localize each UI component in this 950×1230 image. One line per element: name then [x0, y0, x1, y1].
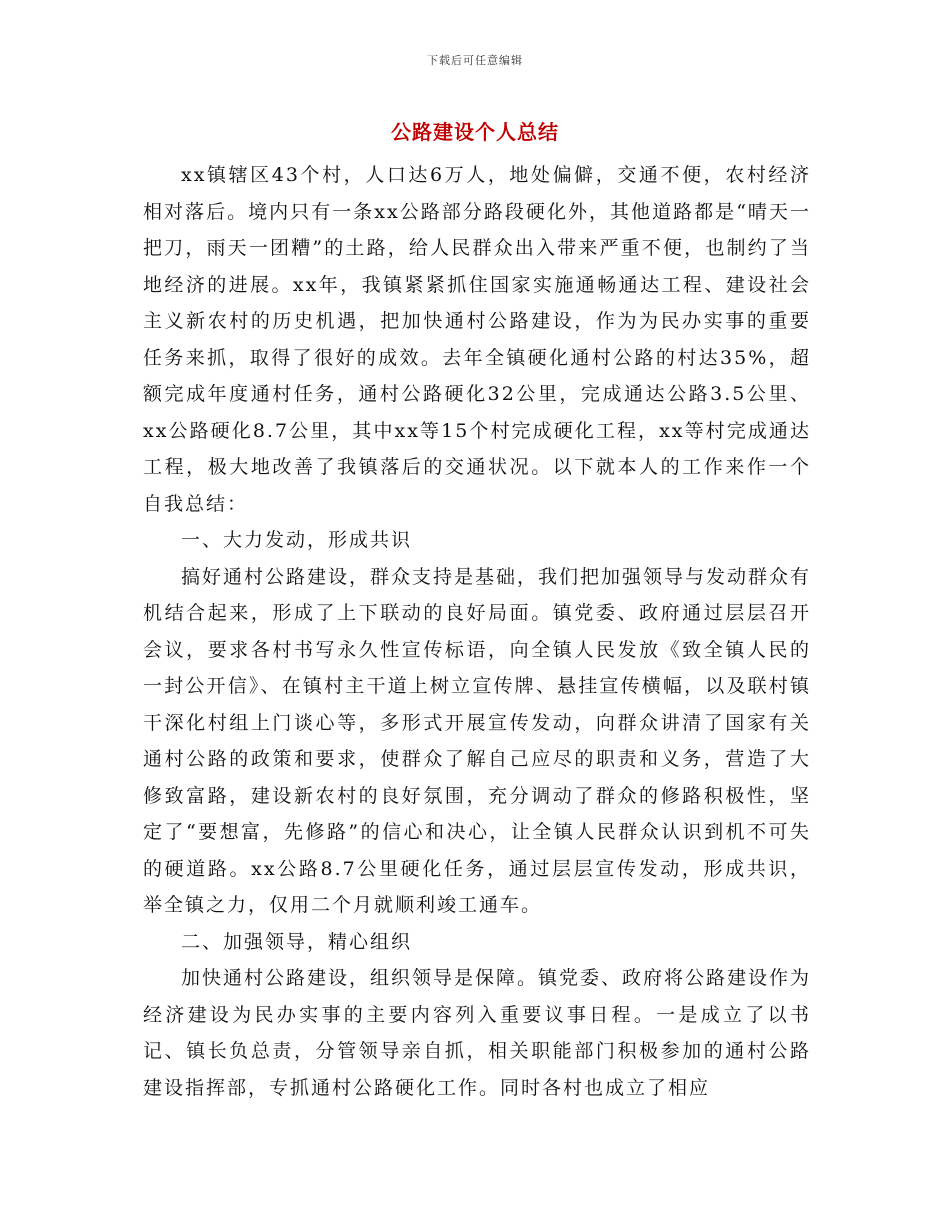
section-heading-2: 二、加强领导，精心组织 [181, 930, 413, 953]
paragraph-section-2: 加快通村公路建设，组织领导是保障。镇党委、政府将公路建设作为经济建设为民办实事的主要内容列入重要议事日程。一是成立了以书记、镇长负总责，分管领导亲自抓，相关职能部门积极参加的通村公路建设指挥部，专抓通村公路硬化工作。同时各村也成立了相应 [143, 967, 812, 1099]
section-heading-1: 一、大力发动，形成共识 [181, 529, 413, 551]
document-body [143, 157, 811, 1106]
paragraph-section-1: 搞好通村公路建设，群众支持是基础，我们把加强领导与发动群众有机结合起来，形成了上下联动的良好局面。镇党委、政府通过层层召开会议，要求各村书写永久性宣传标语，向全镇人民发放《致全镇人民的一封公开信》、在镇村主干道上树立宣传牌、悬挂宣传横幅，以及联村镇干深化村组上门谈心等，多形式开展宣传发动，向群众讲清了国家有关通村公路的政策和要求，使群众了解自己应尽的职责和义务，营造了大修致富路，建设新农村的良好氛围，充分调动了群众的修路积极性，坚定了“要想富，先修路”的信心和决心，让全镇人民群众认识到机不可失的硬道路。xx公路8.7公里硬化任务，通过层层宣传发动，形成共识，举全镇之力，仅用二个月就顺利竣工通车。 [143, 565, 812, 916]
paragraph-intro: xx镇辖区43个村，人口达6万人，地处偏僻，交通不便，农村经济相对落后。境内只有一条xx公路部分路段硬化外，其他道路都是“晴天一把刀，雨天一团糟”的土路，给人民群众出入带来严重不便，也制约了当地经济的进展。xx年，我镇紧紧抓住国家实施通畅通达工程、建设社会主义新农村的历史机遇，把加快通村公路建设，作为为民办实事的重要任务来抓，取得了很好的成效。去年全镇硬化通村公路的村达35%，超额完成年度通村任务，通村公路硬化32公里，完成通达公路3.5公里、xx公路硬化8.7公里，其中xx等15个村完成硬化工程，xx等村完成通达工程，极大地改善了我镇落后的交通状况。以下就本人的工作来作一个自我总结： [143, 164, 811, 515]
header-note: 下载后可任意编辑 [427, 54, 523, 67]
document-title: 公路建设个人总结 [391, 120, 559, 144]
